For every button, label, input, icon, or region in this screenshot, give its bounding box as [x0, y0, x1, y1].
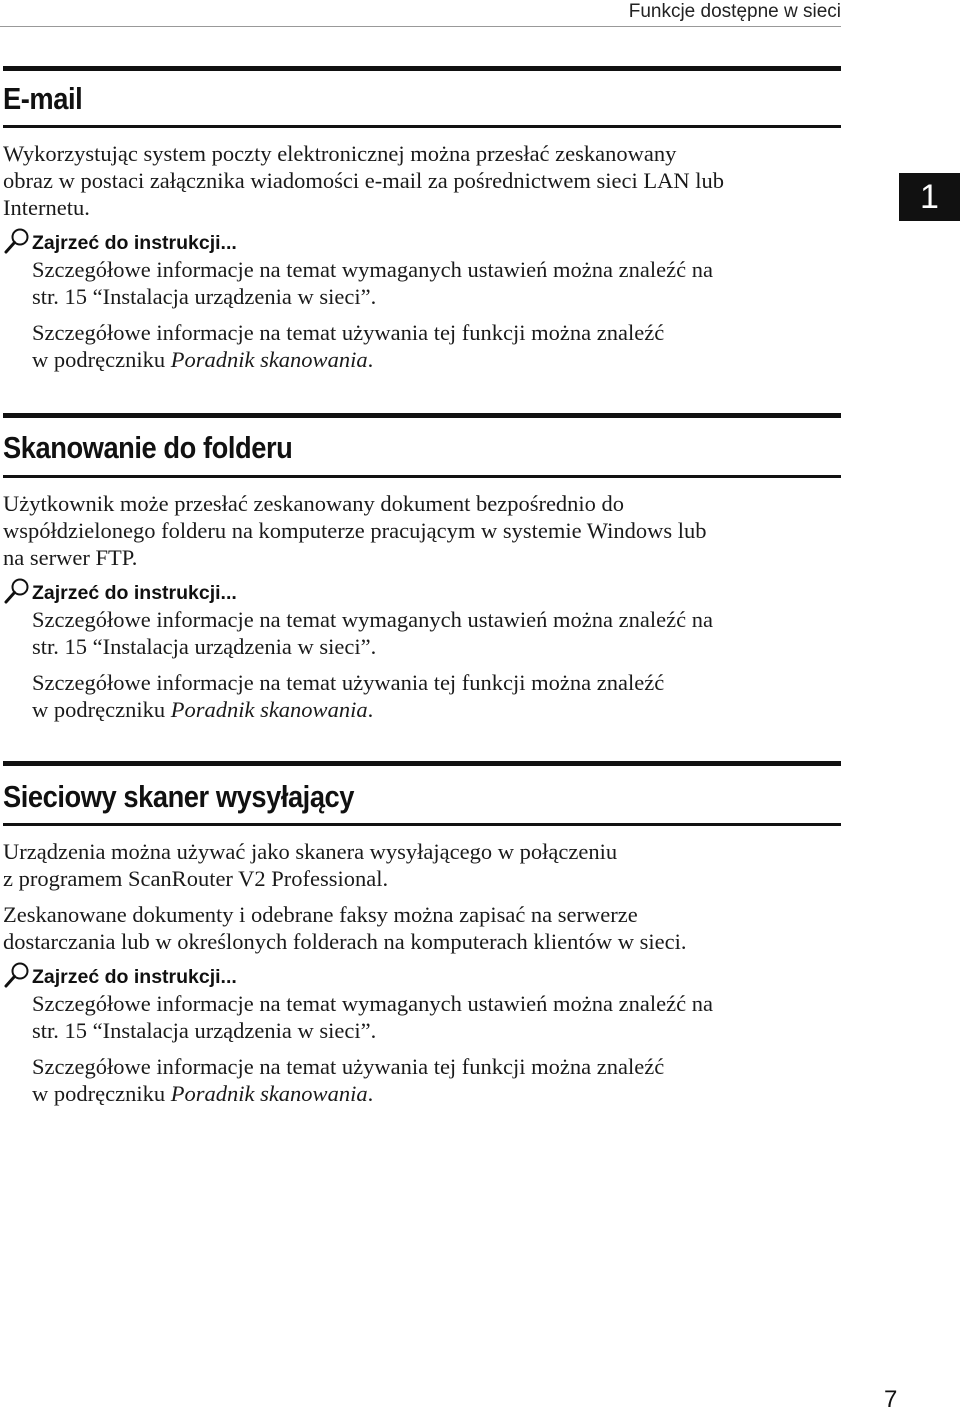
- paragraph-line: Urządzenia można używać jako skanera wysyłającego w połączeniu: [3, 839, 618, 864]
- note-heading: [3, 228, 841, 256]
- note-heading-text: Zajrzeć do instrukcji...: [32, 232, 237, 254]
- paragraph-line: Użytkownik może przesłać zeskanowany dokument bezpośrednio do: [3, 491, 625, 516]
- paragraph-line: współdzielonego folderu na komputerze pracującym w systemie Windows lub: [3, 518, 707, 543]
- note-line-prefix: str. 15: [32, 634, 93, 659]
- magnifier-icon: [3, 577, 31, 605]
- body-paragraph: [3, 838, 841, 892]
- running-header: [0, 0, 841, 27]
- magnifier-icon: [3, 961, 31, 989]
- section-email: [3, 66, 841, 373]
- note-line-prefix: str. 15: [32, 284, 93, 309]
- magnifier-icon: [3, 227, 31, 255]
- note-line-prefix: str. 15: [32, 1018, 93, 1043]
- note-line: Szczegółowe informacje na temat wymaganych ustawień można znaleźć na: [32, 257, 713, 282]
- reference-note: [3, 228, 841, 373]
- note-paragraph-settings: [3, 990, 841, 1044]
- section-title: Sieciowy skaner wysyłający: [3, 779, 355, 814]
- manual-title: Poradnik skanowania: [170, 1081, 368, 1106]
- note-paragraph-usage: [3, 669, 841, 723]
- running-header-title: Funkcje dostępne w sieci: [628, 1, 841, 22]
- note-line-suffix: .: [367, 1081, 374, 1106]
- note-line-prefix: w podręczniku: [32, 347, 171, 372]
- note-line: Szczegółowe informacje na temat używania tej funkcji można znaleźć: [32, 320, 665, 345]
- note-heading-text: Zajrzeć do instrukcji...: [32, 582, 237, 604]
- note-line-suffix: .: [370, 284, 377, 309]
- note-heading: [3, 578, 841, 606]
- note-line: Szczegółowe informacje na temat używania tej funkcji można znaleźć: [32, 670, 665, 695]
- section-network-delivery-scanner: [3, 761, 841, 1107]
- note-line-suffix: .: [367, 697, 374, 722]
- cross-reference-link[interactable]: “Instalacja urządzenia w sieci”: [92, 1018, 371, 1043]
- chapter-tab: 1: [899, 173, 960, 221]
- reference-note: [3, 962, 841, 1107]
- page-number: 7: [884, 1386, 898, 1413]
- note-line: Szczegółowe informacje na temat wymaganych ustawień można znaleźć na: [32, 991, 713, 1016]
- note-line-suffix: .: [370, 1018, 377, 1043]
- section-scan-to-folder: [3, 413, 841, 723]
- note-paragraph-usage: [3, 1053, 841, 1107]
- body-paragraph: [3, 490, 841, 571]
- paragraph-line: Zeskanowane dokumenty i odebrane faksy można zapisać na serwerze: [3, 902, 638, 927]
- note-heading-text: Zajrzeć do instrukcji...: [32, 966, 237, 988]
- note-paragraph-settings: [3, 256, 841, 310]
- cross-reference-link[interactable]: “Instalacja urządzenia w sieci”: [92, 284, 371, 309]
- note-paragraph-usage: [3, 319, 841, 373]
- note-heading: [3, 962, 841, 990]
- note-line: Szczegółowe informacje na temat wymaganych ustawień można znaleźć na: [32, 607, 713, 632]
- paragraph-line: Internetu.: [3, 195, 90, 220]
- note-line-prefix: w podręczniku: [32, 1081, 171, 1106]
- note-line-suffix: .: [367, 347, 374, 372]
- note-line: Szczegółowe informacje na temat używania tej funkcji można znaleźć: [32, 1054, 665, 1079]
- paragraph-line: dostarczania lub w określonych folderach na komputerach klientów w sieci.: [3, 929, 687, 954]
- paragraph-line: Wykorzystując system poczty elektronicznej można przesłać zeskanowany: [3, 141, 677, 166]
- cross-reference-link[interactable]: “Instalacja urządzenia w sieci”: [92, 634, 371, 659]
- paragraph-line: z programem ScanRouter V2 Professional.: [3, 866, 389, 891]
- note-paragraph-settings: [3, 606, 841, 660]
- paragraph-line: na serwer FTP.: [3, 545, 138, 570]
- note-line-prefix: w podręczniku: [32, 697, 171, 722]
- note-line-suffix: .: [370, 634, 377, 659]
- section-title: Skanowanie do folderu: [3, 430, 293, 465]
- manual-title: Poradnik skanowania: [170, 347, 368, 372]
- paragraph-line: obraz w postaci załącznika wiadomości e-mail za pośrednictwem sieci LAN lub: [3, 168, 724, 193]
- body-paragraph: [3, 901, 841, 955]
- section-title: E-mail: [3, 81, 83, 116]
- manual-title: Poradnik skanowania: [170, 697, 368, 722]
- reference-note: [3, 578, 841, 723]
- body-paragraph: [3, 140, 841, 221]
